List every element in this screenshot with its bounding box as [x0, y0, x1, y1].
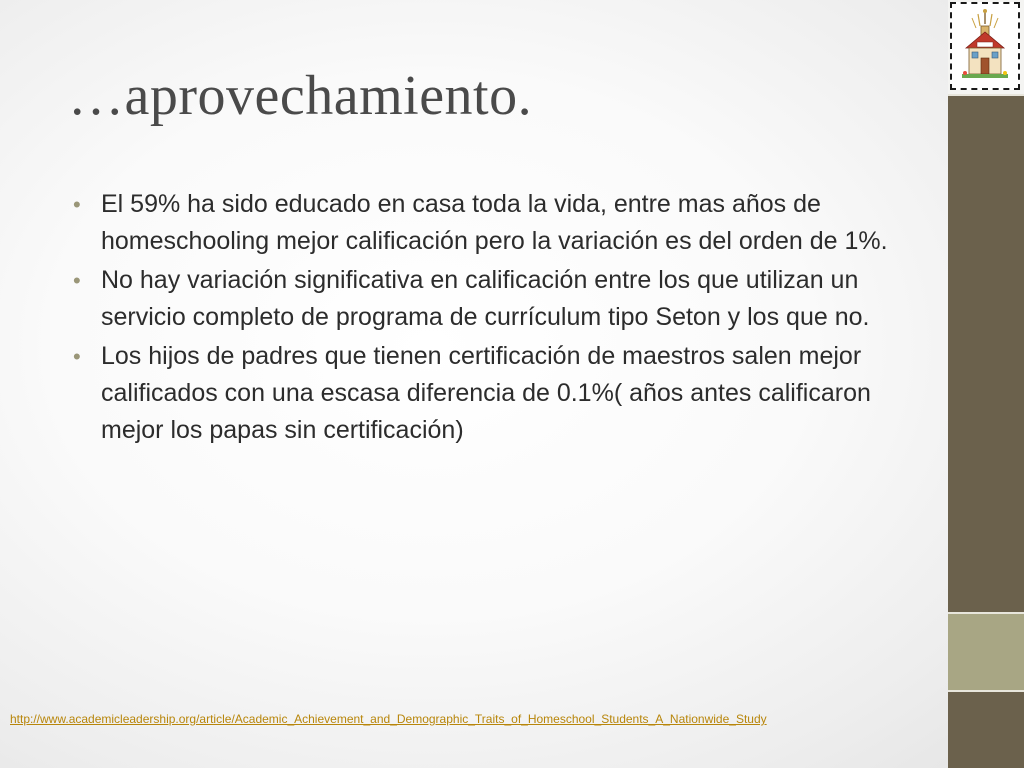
bullet-icon: • [73, 268, 81, 293]
slide-title: …aprovechamiento. [68, 65, 533, 127]
bullet-icon: • [73, 344, 81, 369]
bullet-text: El 59% ha sido educado en casa toda la vida, entre mas años de homeschooling mejor calificación pero la variación es del orden de 1%. [101, 190, 888, 255]
sidebar-divider [948, 690, 1024, 692]
bullet-text: No hay variación significativa en calificación entre los que utilizan un servicio completo de programa de currículum tipo Seton y los que no. [101, 266, 870, 331]
decorative-sidebar [948, 0, 1024, 768]
sidebar-divider [948, 94, 1024, 96]
bullet-item [72, 262, 892, 336]
bullet-item [72, 186, 892, 260]
source-link[interactable]: http://www.academicleadership.org/article/Academic_Achievement_and_Demographic_Traits_of_Homeschool_Students_A_Nationwide_Study [10, 712, 767, 726]
bullet-text: Los hijos de padres que tienen certificación de maestros salen mejor calificados con una escasa diferencia de 0.1%( años antes calificaron mejor los papas sin certificación) [101, 342, 871, 444]
sidebar-accent-block [948, 614, 1024, 690]
bullet-icon: • [73, 192, 81, 217]
schoolhouse-logo-icon [950, 2, 1020, 90]
bullet-item [72, 338, 892, 449]
bullet-list [72, 186, 892, 451]
